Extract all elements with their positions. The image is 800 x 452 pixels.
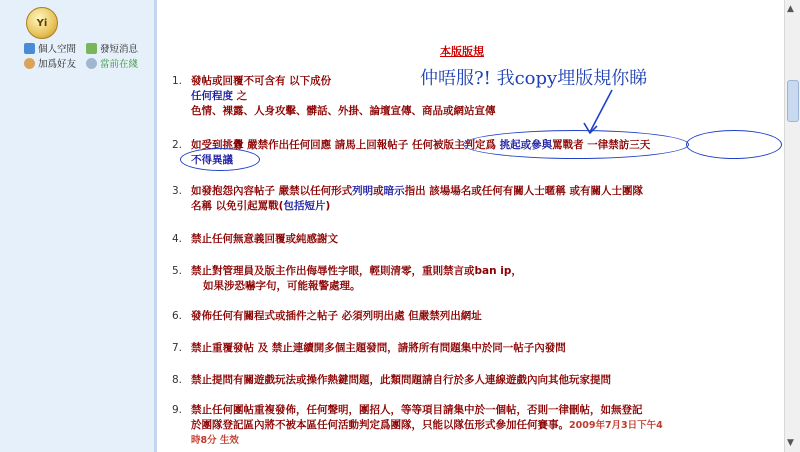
annotation-circle bbox=[686, 130, 782, 159]
send-message-link[interactable]: 發短消息 bbox=[86, 41, 138, 55]
rule-6: 6. 發佈任何有關程式或插件之帖子 必須列明出處 但嚴禁列出網址 bbox=[172, 310, 482, 322]
rule-4: 4. 禁止任何無意義回覆或純感謝文 bbox=[172, 233, 338, 245]
rule-9: 9. 禁止任何團帖重複發佈，任何聲明，團招人，等等項目請集中於一個帖，否則一律刪帖，如無登記 於團隊登記區內將不被本區任何活動判定爲團隊，只能以隊伍形式參加任何賽事。2009年7月3日下午4 時8分 生效 bbox=[172, 404, 663, 446]
add-friend-link[interactable]: 加爲好友 bbox=[24, 56, 76, 70]
rule-5: 5. 禁止對管理員及版主作出侮辱性字眼，輕則清零，重則禁言或ban ip， 如果涉恐嚇字句，可能報警處理。 bbox=[172, 265, 522, 292]
vertical-scrollbar[interactable] bbox=[784, 0, 800, 452]
online-status: 當前在綫 bbox=[86, 56, 138, 70]
rule-2: 2. 如受到挑釁 嚴禁作出任何回應 請馬上回報帖子 任何被版主判定爲 挑起或參與罵戰者 一律禁訪三天 不得異議 bbox=[172, 139, 651, 166]
annotation-circle bbox=[463, 130, 689, 159]
annotation-circle bbox=[180, 148, 260, 171]
scroll-up-icon[interactable]: ▲ bbox=[787, 4, 794, 14]
rule-8: 8. 禁止提問有關遊戲玩法或操作熱鍵問題，此類問題請自行於多人連線遊戲內向其他玩家提問 bbox=[172, 374, 611, 386]
rule-7: 7. 禁止重覆發帖 及 禁止連續開多個主題發問，請將所有問題集中於同一帖子內發問 bbox=[172, 342, 566, 354]
rule-3: 3. 如發抱怨內容帖子 嚴禁以任何形式列明或暗示指出 該場場名或任何有關人士暱稱 或有關人士團隊 名稱 以免引起罵戰(包括短片) bbox=[172, 185, 643, 212]
avatar[interactable]: Yi bbox=[26, 7, 58, 39]
rule-1: 1. 發帖或回覆不可含有 以下成份 任何程度 之 色情、裸露、人身攻擊、髒話、外掛、論壇宣傳、商品或網站宣傳 bbox=[172, 75, 496, 117]
post-title: 本版版規 bbox=[440, 45, 484, 58]
personal-space-link[interactable]: 個人空間 bbox=[24, 41, 76, 55]
scrollbar-thumb[interactable] bbox=[787, 80, 799, 122]
handwritten-annotation: 仲唔服?! 我copy埋版規你睇 bbox=[420, 68, 648, 89]
scroll-down-icon[interactable]: ▼ bbox=[787, 438, 794, 448]
